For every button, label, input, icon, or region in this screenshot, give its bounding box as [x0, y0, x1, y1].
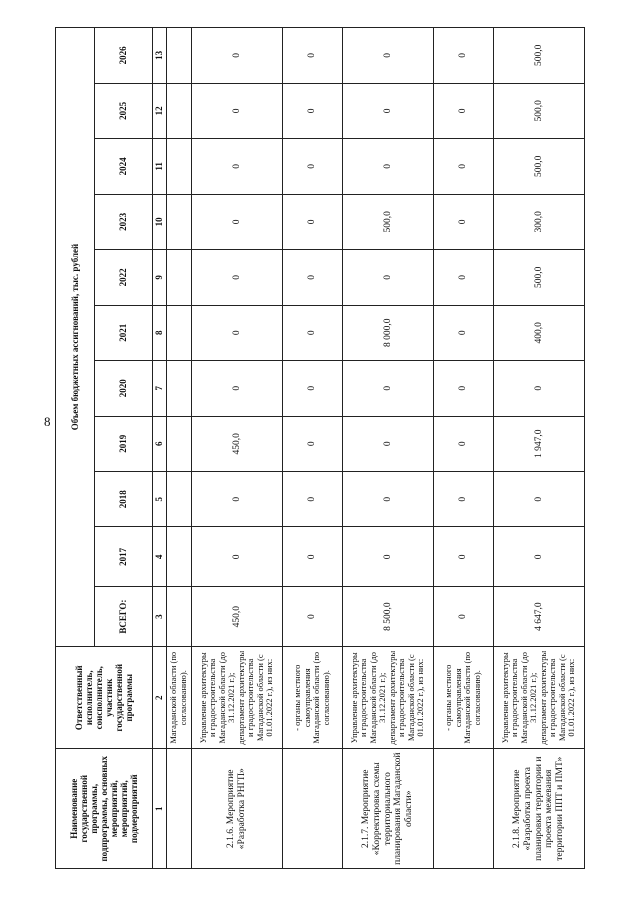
year-value-cell: 0: [433, 139, 493, 194]
activity-name-cell: 2.1.7. Мероприятие «Корректировка схемы территориального планирования Магаданской области»: [342, 749, 433, 869]
year-value-cell: 0: [493, 472, 584, 527]
responsible-cell: - органы местного самоуправления Магаданской области (по согласованию).: [433, 647, 493, 749]
col-index: 2: [152, 647, 166, 749]
table-row: [191, 28, 282, 869]
col-index: 5: [152, 472, 166, 527]
total-cell: 4 647,0: [493, 587, 584, 647]
year-value-cell: 0: [433, 250, 493, 305]
year-value-cell: 300,0: [493, 194, 584, 249]
year-value-cell: [166, 361, 191, 416]
total-cell: 0: [433, 587, 493, 647]
header-year: 2024: [95, 139, 153, 194]
year-value-cell: 0: [191, 305, 282, 360]
table-row: [433, 28, 493, 869]
year-value-cell: 0: [283, 416, 343, 471]
year-value-cell: 0: [191, 250, 282, 305]
header-year: 2019: [95, 416, 153, 471]
year-value-cell: 0: [433, 527, 493, 587]
year-value-cell: 0: [283, 83, 343, 138]
year-value-cell: 0: [283, 361, 343, 416]
year-value-cell: 0: [342, 139, 433, 194]
year-value-cell: 0: [283, 28, 343, 84]
col-index: 9: [152, 250, 166, 305]
col-index: 12: [152, 83, 166, 138]
table-row: [342, 28, 433, 869]
col-index: 13: [152, 28, 166, 84]
year-value-cell: 0: [191, 194, 282, 249]
responsible-cell: Магаданской области (по согласованию).: [166, 647, 191, 749]
year-value-cell: 500,0: [493, 28, 584, 84]
year-value-cell: [166, 416, 191, 471]
total-cell: 8 500,0: [342, 587, 433, 647]
year-value-cell: 0: [191, 83, 282, 138]
header-name: Наименование государственной программы, подпрограммы, основных мероприятий, мероприятий, подмероприятий: [56, 749, 153, 869]
header-year: 2020: [95, 361, 153, 416]
header-year: 2017: [95, 527, 153, 587]
year-value-cell: 0: [283, 139, 343, 194]
col-index: 11: [152, 139, 166, 194]
page-number: 8: [44, 414, 51, 429]
year-value-cell: 0: [433, 416, 493, 471]
activity-name-cell: [433, 749, 493, 869]
header-year: 2018: [95, 472, 153, 527]
year-value-cell: 0: [433, 83, 493, 138]
activity-name-cell: [166, 749, 191, 869]
table-row: [283, 28, 343, 869]
header-year: 2023: [95, 194, 153, 249]
year-value-cell: 0: [493, 361, 584, 416]
year-value-cell: [166, 139, 191, 194]
year-value-cell: 450,0: [191, 416, 282, 471]
budget-table: [55, 27, 585, 869]
responsible-cell: - органы местного самоуправления Магаданской области (по согласованию).: [283, 647, 343, 749]
year-value-cell: [166, 472, 191, 527]
col-index: 8: [152, 305, 166, 360]
year-value-cell: [166, 194, 191, 249]
year-value-cell: 0: [191, 527, 282, 587]
year-value-cell: 500,0: [493, 83, 584, 138]
year-value-cell: 0: [283, 250, 343, 305]
col-index: 7: [152, 361, 166, 416]
activity-name-cell: [283, 749, 343, 869]
header-year: 2026: [95, 28, 153, 84]
responsible-cell: Управление архитектуры и градостроительства Магаданской области (до 31.12.2021 г.); департамент архитектуры и градостроительства Магаданской области (с 01.01.2022 г.), из них:: [342, 647, 433, 749]
year-value-cell: 0: [433, 472, 493, 527]
header-responsible: Ответственный исполнитель, соисполнитель, участник государственной программы: [56, 647, 153, 749]
year-value-cell: 0: [191, 28, 282, 84]
year-value-cell: 0: [433, 305, 493, 360]
header-year: 2021: [95, 305, 153, 360]
year-value-cell: 0: [191, 139, 282, 194]
year-value-cell: 0: [433, 361, 493, 416]
year-value-cell: [166, 527, 191, 587]
year-value-cell: 1 947,0: [493, 416, 584, 471]
year-value-cell: 500,0: [493, 139, 584, 194]
header-total: ВСЕГО:: [95, 587, 153, 647]
year-value-cell: 0: [283, 527, 343, 587]
header-year: 2022: [95, 250, 153, 305]
year-value-cell: 8 000,0: [342, 305, 433, 360]
header-budget-group: Объем бюджетных ассигнований, тыс. рублей: [56, 28, 95, 647]
responsible-cell: Управление архитектуры и градостроительства Магаданской области (до 31.12.2021 г.); департамент архитектуры и градостроительства Магаданской области (с 01.01.2022 г.), из них:: [493, 647, 584, 749]
table-body: [166, 28, 584, 869]
header-row-1: [56, 28, 95, 869]
year-value-cell: 0: [342, 250, 433, 305]
total-cell: [166, 587, 191, 647]
year-value-cell: 0: [283, 472, 343, 527]
total-cell: 0: [283, 587, 343, 647]
year-value-cell: 0: [342, 416, 433, 471]
year-value-cell: 0: [493, 527, 584, 587]
table-row: [166, 28, 191, 869]
header-year: 2025: [95, 83, 153, 138]
year-value-cell: 500,0: [493, 250, 584, 305]
year-value-cell: 0: [342, 28, 433, 84]
year-value-cell: [166, 28, 191, 84]
year-value-cell: 0: [342, 83, 433, 138]
year-value-cell: 0: [191, 472, 282, 527]
activity-name-cell: 2.1.6. Мероприятие «Разработка РНГП»: [191, 749, 282, 869]
year-value-cell: [166, 305, 191, 360]
col-index: 6: [152, 416, 166, 471]
year-value-cell: 400,0: [493, 305, 584, 360]
year-value-cell: [166, 83, 191, 138]
year-value-cell: 0: [342, 527, 433, 587]
col-index: 4: [152, 527, 166, 587]
year-value-cell: 0: [342, 361, 433, 416]
activity-name-cell: 2.1.8. Мероприятие «Разработка проекта планировки территории и проекта межевания территории ППТ и ПМТ»: [493, 749, 584, 869]
year-value-cell: [166, 250, 191, 305]
year-value-cell: 0: [191, 361, 282, 416]
total-cell: 450,0: [191, 587, 282, 647]
year-value-cell: 0: [283, 194, 343, 249]
column-index-row: [152, 28, 166, 869]
year-value-cell: 0: [342, 472, 433, 527]
col-index: 1: [152, 749, 166, 869]
year-value-cell: 500,0: [342, 194, 433, 249]
col-index: 10: [152, 194, 166, 249]
responsible-cell: Управление архитектуры и градостроительства Магаданской области (до 31.12.2021 г.); департамент архитектуры и градостроительства Магаданской области (с 01.01.2022 г.), из них:: [191, 647, 282, 749]
col-index: 3: [152, 587, 166, 647]
budget-table-rotated: [55, 27, 585, 869]
year-value-cell: 0: [283, 305, 343, 360]
year-value-cell: 0: [433, 28, 493, 84]
table-row: [493, 28, 584, 869]
year-value-cell: 0: [433, 194, 493, 249]
